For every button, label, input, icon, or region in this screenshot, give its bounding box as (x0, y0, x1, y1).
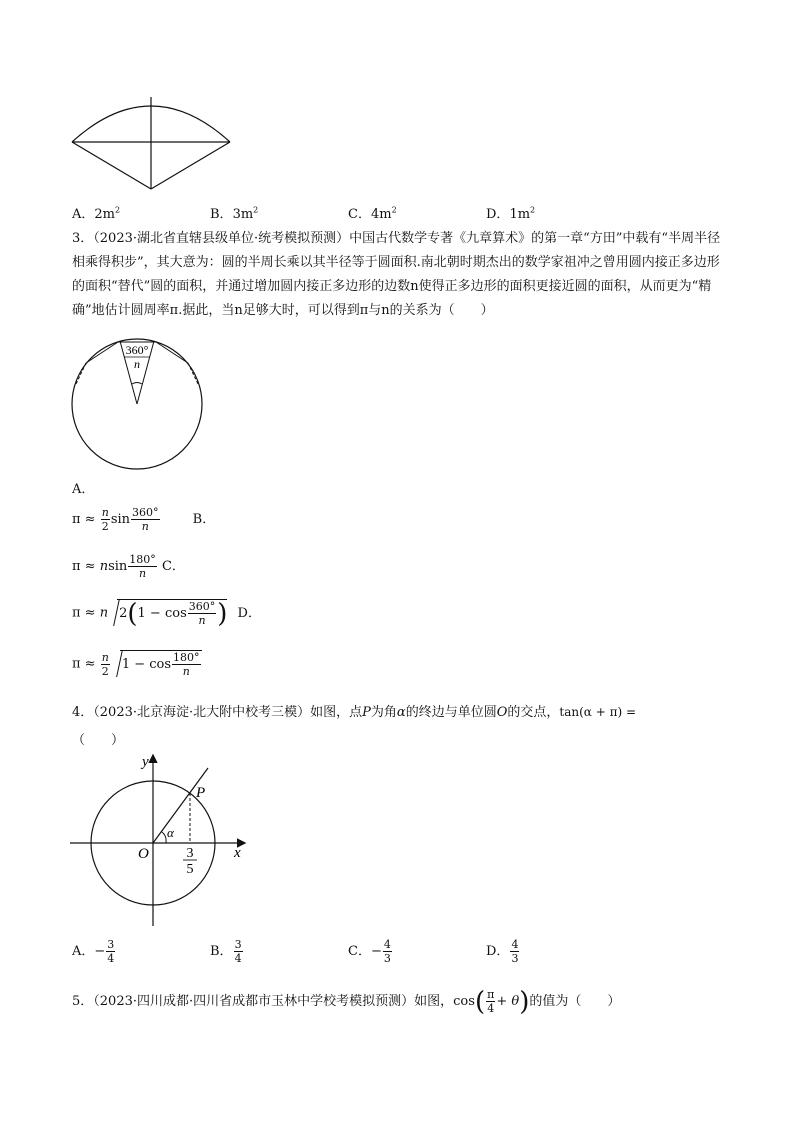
q2-option-d[interactable]: D．$1m^2$ (486, 205, 536, 222)
q4-option-b[interactable]: B． $\frac{3}{4}$ (210, 938, 242, 965)
q2-right-edge (151, 142, 230, 189)
q3-number: 3． (72, 231, 94, 246)
q4-figure (66, 750, 262, 930)
q3-option-d[interactable]: D． (237, 605, 261, 621)
q3-option-c[interactable]: C． (161, 559, 185, 574)
q3-angle-denominator: n (134, 357, 140, 371)
q4-stem: 4．（2023·北京海淀·北大附中校考三模）如图，点P为角α的终边与单位圆O的交点，tan(α + π) = (72, 705, 637, 720)
q4-p-label: P (196, 785, 206, 801)
q4-option-c[interactable]: C．− $\frac{4}{3}$ (348, 938, 391, 965)
q3-angle-arc (132, 383, 142, 385)
q3-formula-4: π ≈ $\frac{n}{2}$ 1 − cos $\frac{180^\circ}{n}$ (72, 650, 200, 678)
q4-option-a[interactable]: A．− $\frac{3}{4}$ (72, 938, 115, 965)
q2-figure (66, 92, 240, 194)
q3-source: （2023·湖北省直辖县级单位·统考模拟预测） (93, 231, 350, 246)
q3-formula-1: π ≈ $\frac{n}{2}$ sin $\frac{360^\circ}{n}$ B． (72, 506, 216, 533)
q4-tick-numerator: 3 (186, 846, 194, 861)
q3-text: 中国古代数学专著《九章算术》的第一章“方田”中载有“半周半径相乘得积步”，其大意为：圆的半周长乘以其半径等于圆面积.南北朝时期杰出的数学家祖冲之曾用圆内接正多边形的面积“替代”圆的面积，并通过增加圆内接正多边形的边数n使得正多边形的面积更接近圆的面积，从而更为“精确”地估计圆周率π.据此，当n足够大时，可以得到π与n的关系为（ ） (72, 231, 721, 318)
q4-x-label: x (234, 845, 241, 861)
q4-tick-denominator: 5 (186, 862, 194, 877)
q3-figure (66, 334, 212, 474)
q3-option-b[interactable]: B． (192, 512, 216, 527)
q4-terminal-side (153, 768, 208, 843)
q4-alpha-label: α (167, 825, 174, 840)
q4-origin-label: O (138, 846, 149, 862)
q3-formula-2: π ≈ nsin $\frac{180^\circ}{n}$ C． (72, 553, 185, 580)
q2-left-edge (72, 142, 151, 189)
q2-option-a[interactable]: A．$2m^2$ (72, 205, 121, 222)
q3-formula-3: π ≈ n 2(1 − cos $\frac{360^\circ}{n}$ ) D． (72, 598, 261, 629)
q4-blank: （ ） (72, 733, 125, 748)
q3-option-a[interactable]: A． (72, 482, 95, 497)
q3-angle-numerator: 360° (125, 343, 149, 357)
q4-angle-arc (162, 832, 166, 843)
q2-option-c[interactable]: C．$4m^2$ (348, 205, 397, 222)
q3-polygon-edge-right (156, 342, 188, 363)
q2-option-b[interactable]: B．$3m^2$ (210, 205, 259, 222)
q5-stem: 5．（2023·四川成都·四川省成都市玉林中学校考模拟预测）如图，cos( $\frac{\pi}{4}$ + θ)的值为（ ） (72, 986, 621, 1017)
q4-option-d[interactable]: D． $\frac{4}{3}$ (486, 938, 519, 965)
q3-stem (72, 227, 727, 323)
q3-polygon-edge-left (86, 342, 118, 363)
q4-y-label: y (142, 754, 149, 770)
